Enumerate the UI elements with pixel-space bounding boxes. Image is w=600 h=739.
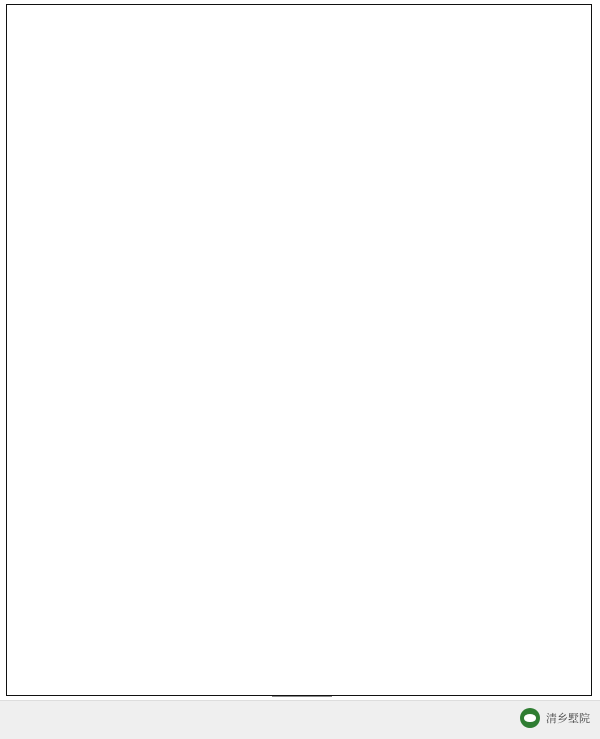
footer-account[interactable] bbox=[520, 708, 590, 728]
wechat-green-circle-icon bbox=[520, 708, 540, 728]
footer-bar bbox=[0, 700, 600, 739]
footer-account-name: 清乡墅院 bbox=[546, 713, 590, 725]
sheet-border bbox=[6, 4, 592, 696]
